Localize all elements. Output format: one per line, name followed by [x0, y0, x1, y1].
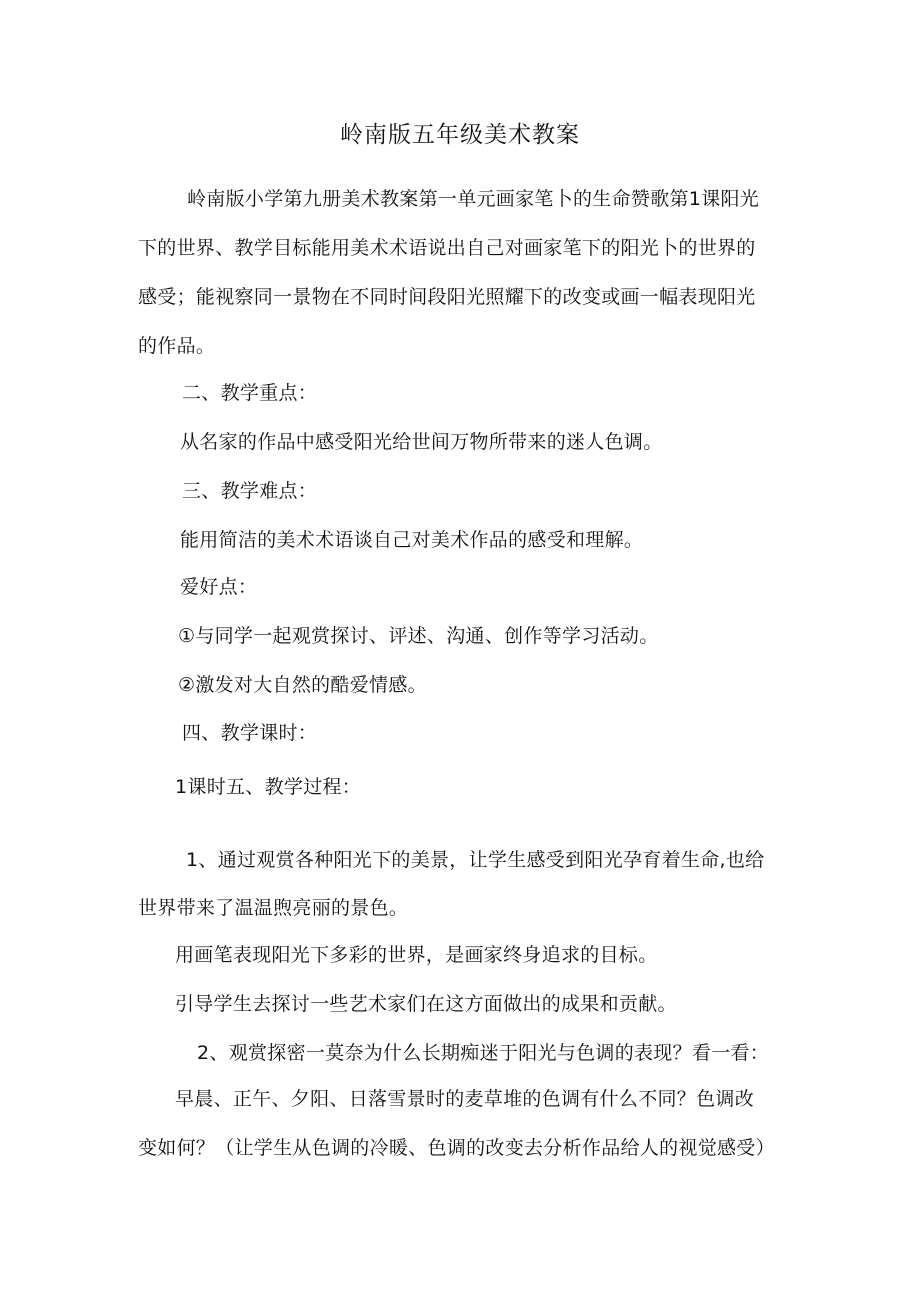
section2-heading: 二、教学重点： — [182, 382, 318, 404]
section2-body: 从名家的作品中感受阳光给世间万物所带来的迷人色调。 — [180, 431, 663, 453]
hobby-item-2: ②激发对大自然的酷爱情感。 — [178, 674, 427, 696]
section3-heading: 三、教学难点： — [182, 480, 318, 502]
section4-line: 1课时五、教学过程： — [175, 776, 362, 798]
intro-line-1: 岭南版小学第九册美术教案第一单元画家笔卜的生命赞歌第1课阳光 — [187, 188, 760, 210]
step2-line-2: 早晨、正午、夕阳、日落雪景时的麦草堆的色调有什么不同？色调改 — [175, 1088, 755, 1110]
step2-line-1: 2、观赏探密一莫奈为什么长期痴迷于阳光与色调的表现？看一看： — [197, 1042, 770, 1064]
hobby-heading: 爱好点： — [180, 576, 258, 598]
document-title: 岭南版五年级美术教案 — [340, 122, 580, 148]
step1-line-1: 1、通过观赏各种阳光下的美景，让学生感受到阳光孕育着生命,也给 — [186, 849, 765, 871]
step1-line-2: 世界带来了温温煦亮丽的景色。 — [138, 897, 409, 919]
paragraph-a: 用画笔表现阳光下多彩的世界，是画家终身追求的目标。 — [175, 944, 658, 966]
step2-line-3: 变如何？（让学生从色调的冷暖、色调的改变去分析作品给人的视觉感受） — [138, 1137, 775, 1159]
paragraph-b: 引导学生去探讨一些艺术家们在这方面做出的成果和贡献。 — [175, 993, 677, 1015]
intro-line-4: 的作品。 — [138, 335, 216, 357]
intro-line-2: 下的世界、教学目标能用美术术语说出自己对画家笔下的阳光卜的世界的 — [138, 237, 756, 259]
section3-body: 能用简洁的美术术语谈自己对美术作品的感受和理解。 — [180, 529, 644, 551]
intro-line-3: 感受；能视察同一景物在不同时间段阳光照耀下的改变或画一幅表现阳光 — [138, 286, 756, 308]
hobby-item-1: ①与同学一起观赏探讨、评述、沟通、创作等学习活动。 — [178, 625, 659, 647]
section4-heading: 四、教学课时： — [182, 722, 318, 744]
